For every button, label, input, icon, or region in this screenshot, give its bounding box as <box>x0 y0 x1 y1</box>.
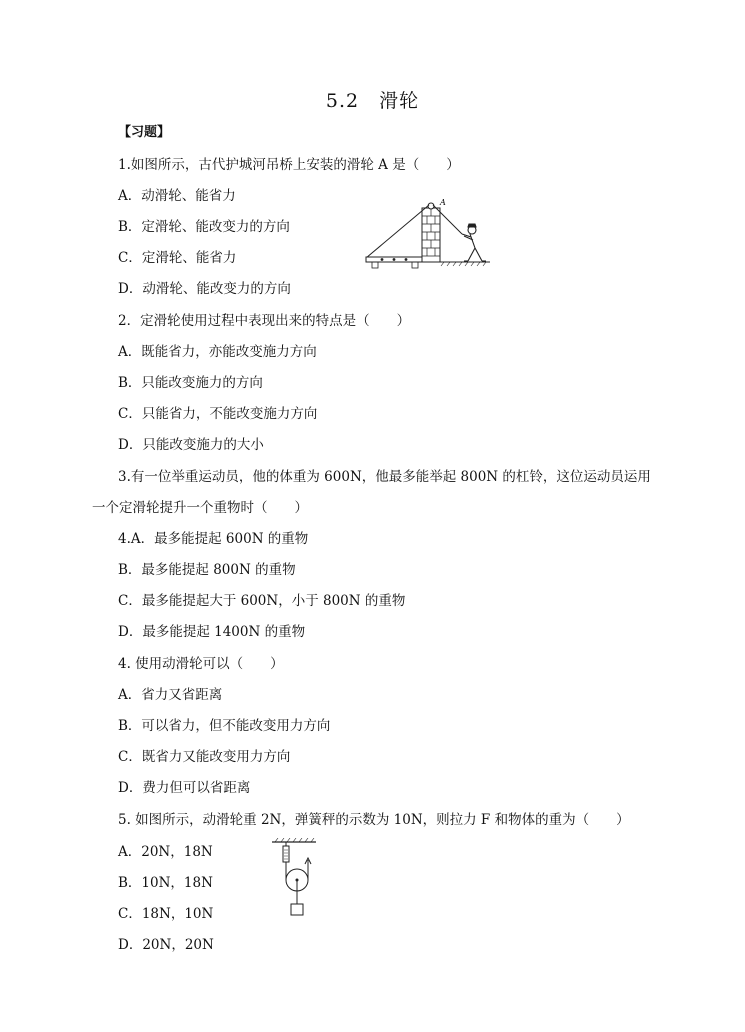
question-5-option-c: C．18N，10N <box>118 906 214 922</box>
question-1-option-d: D．动滑轮、能改变力的方向 <box>118 281 291 297</box>
question-1-option-a: A．动滑轮、能省力 <box>118 188 236 204</box>
question-1-option-b: B．定滑轮、能改变力的方向 <box>118 219 290 235</box>
question-5-option-d: D．20N，20N <box>118 937 214 953</box>
question-3-stem-line1: 3.有一位举重运动员，他的体重为 600N，他最多能举起 800N 的杠铃，这位运动员运用 <box>118 469 651 485</box>
question-3-option-c: C．最多能提起大于 600N，小于 800N 的重物 <box>118 593 406 609</box>
question-3-option-d: D．最多能提起 1400N 的重物 <box>118 624 306 640</box>
question-2-option-c: C．只能省力，不能改变施力方向 <box>118 406 318 422</box>
question-3-option-a: 4.A．最多能提起 600N 的重物 <box>118 531 309 547</box>
section-label: 【习题】 <box>118 125 171 140</box>
question-2-option-a: A．既能省力，亦能改变施力方向 <box>118 344 317 360</box>
question-1-stem: 1.如图所示，古代护城河吊桥上安装的滑轮 A 是（ ） <box>118 157 460 173</box>
question-2-stem: 2．定滑轮使用过程中表现出来的特点是（ ） <box>118 313 411 329</box>
question-4-option-c: C．既省力又能改变用力方向 <box>118 749 291 765</box>
question-1-option-c: C．定滑轮、能省力 <box>118 250 237 266</box>
question-5-stem: 5. 如图所示，动滑轮重 2N，弹簧秤的示数为 10N，则拉力 F 和物体的重为（ ） <box>118 812 630 828</box>
question-4-option-b: B．可以省力，但不能改变用力方向 <box>118 718 331 734</box>
drawbridge-figure <box>362 196 494 272</box>
pulley-label-a: A <box>440 198 446 207</box>
page-title: 5.2 滑轮 <box>325 90 420 112</box>
question-4-stem: 4. 使用动滑轮可以（ ） <box>118 656 284 672</box>
question-2-option-b: B．只能改变施力的方向 <box>118 375 263 391</box>
question-5-option-b: B．10N，18N <box>118 875 213 891</box>
movable-pulley-figure <box>270 838 320 920</box>
question-5-option-a: A．20N，18N <box>118 844 213 860</box>
question-3-stem-line2: 一个定滑轮提升一个重物时（ ） <box>92 500 308 516</box>
question-2-option-d: D．只能改变施力的大小 <box>118 437 264 453</box>
question-4-option-a: A．省力又省距离 <box>118 687 223 703</box>
question-3-option-b: B．最多能提起 800N 的重物 <box>118 562 296 578</box>
question-4-option-d: D．费力但可以省距离 <box>118 780 251 796</box>
